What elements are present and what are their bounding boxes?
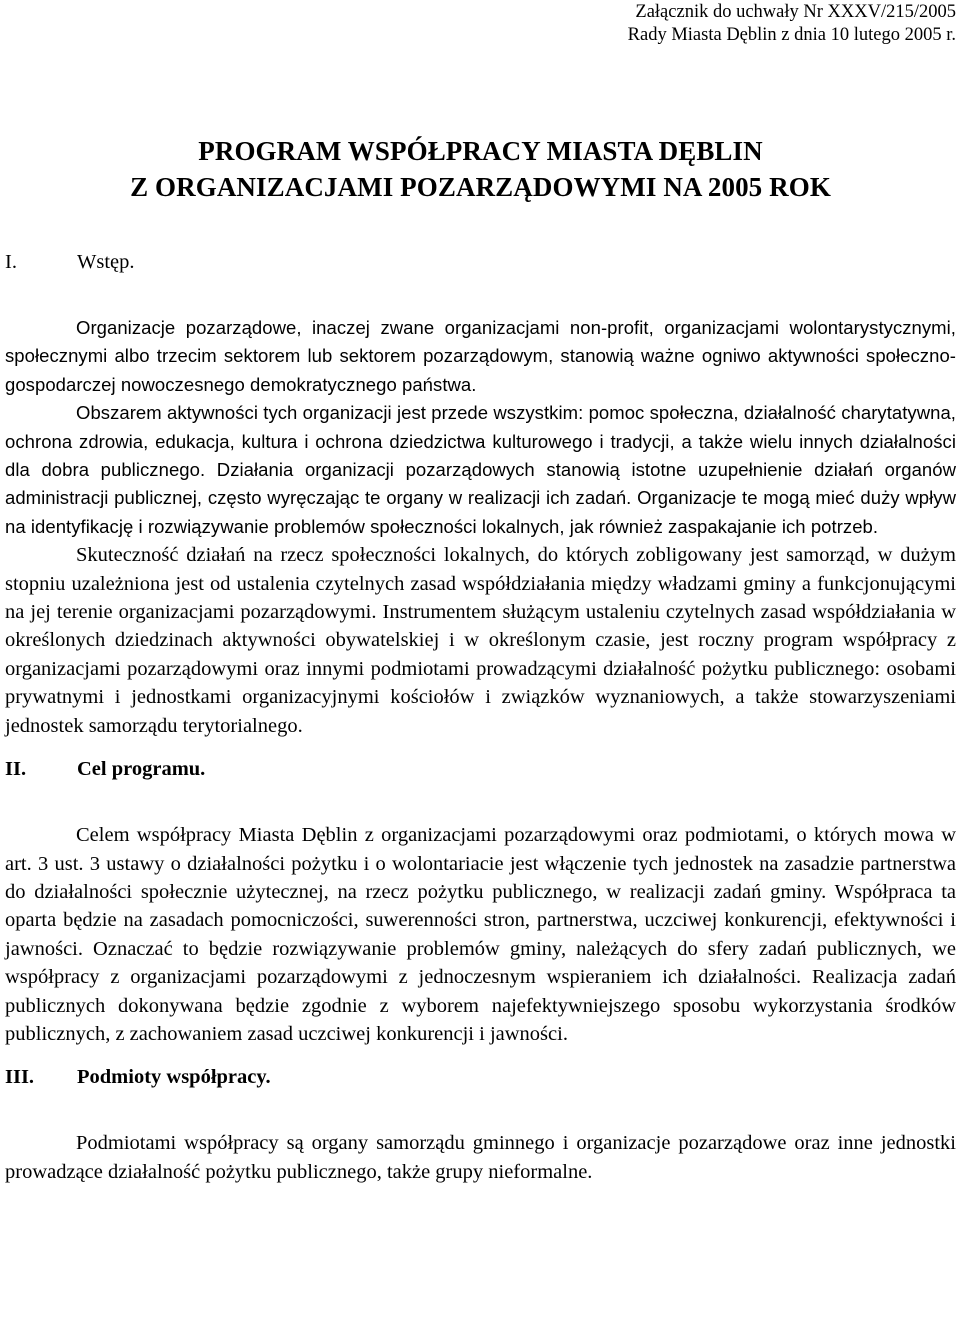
attachment-note-line-2: Rady Miasta Dęblin z dnia 10 lutego 2005 r. bbox=[627, 25, 956, 45]
attachment-note bbox=[5, 0, 956, 47]
section-1-paragraph-1: Organizacje pozarządowe, inaczej zwane organizacjami non-profit, organizacjami wolontarystycznymi, społecznymi albo trzecim sektorem lub sektorem pozarządowym, stanowią ważne ogniwo aktywności społeczno-gospodarczej nowoczesnego demokratycznego państwa. bbox=[5, 317, 956, 395]
section-heading-2 bbox=[5, 755, 956, 783]
section-2-paragraph-1: Celem współpracy Miasta Dęblin z organizacjami pozarządowymi oraz podmiotami, o których mowa w art. 3 ust. 3 ustawy o działalności pożytku i o wolontariacie jest włączenie tych jednostek na zasadzie partnerstwa do działalności społecznie użytecznej, na rzecz pożytku publicznego, w realizacji zadań gminy. Współpraca ta oparta będzie na zasadach pomocniczości, suwerenności stron, partnerstwa, uczciwej konkurencji, efektywności i jawności. Oznaczać to będzie rozwiązywanie problemów gminy, należących do sfery zadań publicznych, we współpracy z organizacjami pozarządowymi z jednoczesnym wspieraniem ich działalności. Realizacja zadań publicznych dokonywana będzie zgodnie z wyborem najefektywniejszego sposobu wykorzystania środków publicznych, z zachowaniem zasad uczciwej konkurencji i jawności. bbox=[5, 824, 956, 1045]
section-title: Wstęp. bbox=[77, 251, 135, 273]
section-number: I. bbox=[5, 251, 17, 273]
document-title bbox=[5, 133, 956, 205]
section-number: II. bbox=[5, 758, 27, 781]
section-heading-3 bbox=[5, 1063, 956, 1091]
section-3-paragraph-1: Podmiotami współpracy są organy samorządu gminnego i organizacje pozarządowe oraz inne jednostki prowadzące działalność pożytku publicznego, także grupy nieformalne. bbox=[5, 1132, 956, 1183]
document-page bbox=[5, 0, 956, 1186]
document-title-line-2: Z ORGANIZACJAMI POZARZĄDOWYMI NA 2005 ROK bbox=[130, 172, 831, 202]
section-heading-1 bbox=[5, 248, 956, 276]
document-title-line-1: PROGRAM WSPÓŁPRACY MIASTA DĘBLIN bbox=[198, 136, 763, 166]
section-title: Cel programu. bbox=[77, 758, 206, 781]
section-1-paragraph-3: Skuteczność działań na rzecz społeczności lokalnych, do których zobligowany jest samorząd, w dużym stopniu uzależniona jest od ustalenia czytelnych zasad współdziałania między władzami gminy a funkcjonującymi na jej terenie organizacjami pozarządowymi. Instrumentem służącym ustaleniu czytelnych zasad współdziałania w określonych dziedzinach aktywności obywatelskiej i w określonym czasie, jest roczny program współpracy z organizacjami pozarządowymi oraz innymi podmiotami prowadzącymi działalność pożytku publicznego: osobami prywatnymi i jednostkami organizacyjnymi kościołów i związków wyznaniowych, a także stowarzyszeniami jednostek samorządu terytorialnego. bbox=[5, 544, 956, 737]
attachment-note-line-1: Załącznik do uchwały Nr XXXV/215/2005 bbox=[635, 2, 956, 22]
section-number: III. bbox=[5, 1066, 35, 1089]
section-1-paragraph-2-text: Obszarem aktywności tych organizacji jest przede wszystkim: pomoc społeczna, działalność charytatywna, ochrona zdrowia, edukacja, kultura i ochrona dziedzictwa kulturowego i tradycji, a także wielu innych działalności dla dobra publicznego. Działania organizacji pozarządowych stanowią istotne uzupełnienie działań organów administracji publicznej, często wyręczając te organy w realizacji ich zadań. Organizacje te mogą mieć duży wpływ na identyfikację i rozwiązywanie problemów społeczności lokalnych, jak również zaspakajanie ich potrzeb. bbox=[5, 402, 956, 537]
section-title: Podmioty współpracy. bbox=[77, 1066, 271, 1089]
section-1-paragraph-2 bbox=[5, 399, 956, 541]
